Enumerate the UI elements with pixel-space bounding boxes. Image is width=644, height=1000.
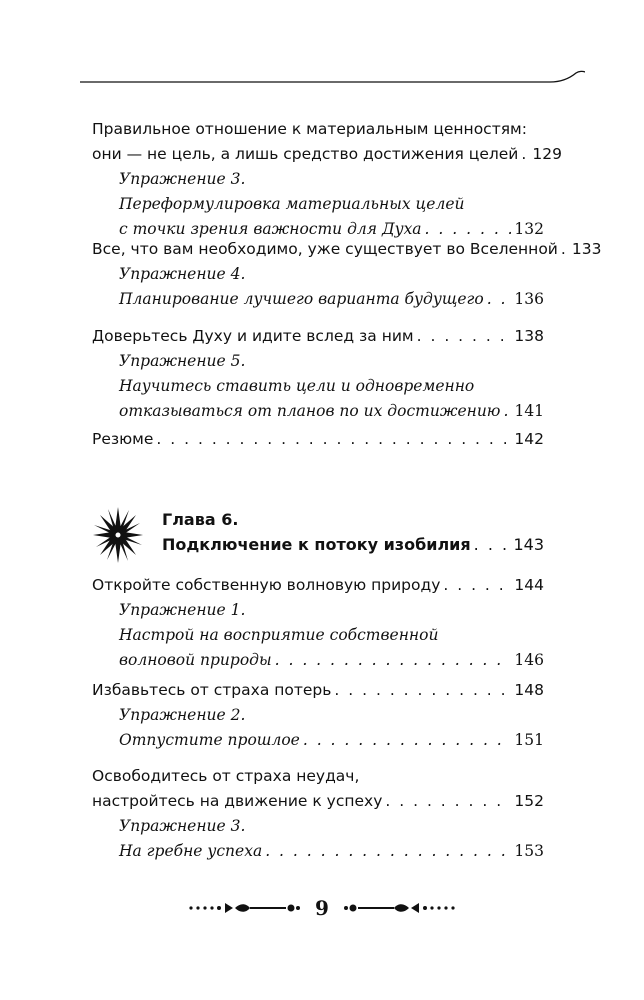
chapter-title-block [162,507,544,557]
exercise-entry [119,287,544,312]
toc-entry[interactable] [92,142,562,167]
toc-entry-title: Резюме [92,430,154,448]
toc-exercise[interactable] [92,262,544,312]
exercise-label: Упражнение 3. [119,170,246,188]
toc-entry-title: Доверьтесь Духу и идите вслед за ним [92,327,414,345]
toc-page-number: 152 [514,792,544,810]
toc-page-number: 146 [514,651,544,669]
leader-dots [521,142,529,167]
top-rule-ornament [80,70,585,90]
toc-entry[interactable] [92,324,544,349]
toc-page-number: 141 [514,402,545,420]
toc-section-133 [92,237,602,312]
chapter-entry [162,532,544,557]
toc-entry-title: Откройте собственную волновую природу [92,576,441,594]
toc-entry-title: Правильное отношение к материальным ценностям: [92,120,527,138]
exercise-entry [119,399,544,424]
toc-exercise[interactable] [92,703,544,753]
exercise-title: Отпустите прошлое [119,731,300,749]
leader-dots [275,648,512,673]
toc-exercise[interactable] [92,349,544,424]
exercise-entry [119,648,544,673]
toc-section-142 [92,427,544,452]
chapter-heading[interactable] [92,505,544,565]
toc-section-148 [92,678,544,753]
starburst-icon [92,505,144,565]
chapter-label: Глава 6. [162,510,239,529]
leader-dots [561,237,569,262]
leader-dots [443,573,511,598]
toc-page-number: 138 [514,327,544,345]
toc-exercise[interactable] [92,598,544,673]
toc-entry-title: настройтесь на движение к успеху [92,792,383,810]
exercise-label: Упражнение 4. [119,265,246,283]
exercise-title: Переформулировка материальных целей [119,195,465,213]
exercise-title: волновой природы [119,651,272,669]
toc-entry[interactable] [92,237,602,262]
exercise-label: Упражнение 1. [119,601,246,619]
toc-page-number: 144 [514,576,544,594]
leader-dots [385,789,511,814]
page-number: 9 [315,896,329,920]
toc-entry[interactable] [92,427,544,452]
exercise-label: Упражнение 5. [119,352,246,370]
leader-dots [303,728,512,753]
leader-dots [417,324,512,349]
toc-entry[interactable] [92,678,544,703]
toc-section-144 [92,573,544,673]
exercise-entry [119,839,544,864]
toc-page-number: 133 [571,240,602,258]
toc-page-number: 148 [514,681,544,699]
leader-dots [334,678,511,703]
toc-page-number: 132 [514,220,544,238]
toc-entry-title: Все, что вам необходимо, уже существует во Вселенной [92,240,558,258]
toc-entry[interactable] [92,789,544,814]
exercise-title: отказываться от планов по их достижению [119,402,501,420]
toc-entry-title: они — не цель, а лишь средство достижения целей [92,145,519,163]
leader-dots [265,839,511,864]
toc-entry-title: Освободитесь от страха неудач, [92,767,360,785]
toc-entry-title: Избавьтесь от страха потерь [92,681,332,699]
leader-dots [474,532,511,557]
exercise-entry [119,728,544,753]
toc-section-152 [92,764,544,864]
toc-page-number: 153 [514,842,544,860]
toc-page-number: 143 [513,535,544,554]
exercise-title: Планирование лучшего варианта будущего [119,290,484,308]
toc-page-number: 129 [532,145,562,163]
exercise-title: На гребне успеха [119,842,263,860]
exercise-label: Упражнение 3. [119,817,246,835]
exercise-label: Упражнение 2. [119,706,246,724]
exercise-title: с точки зрения важности для Духа [119,220,422,238]
toc-section-129 [92,117,562,242]
toc-page-number: 142 [514,430,544,448]
leader-dots [487,287,512,312]
exercise-title: Научитесь ставить цели и одновременно [119,377,475,395]
page-footer [0,893,644,923]
leader-dots [503,399,511,424]
leader-dots [156,427,511,452]
toc-section-138 [92,324,544,424]
toc-page-number: 136 [514,290,544,308]
toc-entry[interactable] [92,573,544,598]
toc-exercise[interactable] [92,814,544,864]
toc-page-number: 151 [514,731,544,749]
chapter-title: Подключение к потоку изобилия [162,535,471,554]
exercise-title: Настрой на восприятие собственной [119,626,439,644]
right-ornament-icon [341,899,456,917]
toc-exercise[interactable] [92,167,544,242]
